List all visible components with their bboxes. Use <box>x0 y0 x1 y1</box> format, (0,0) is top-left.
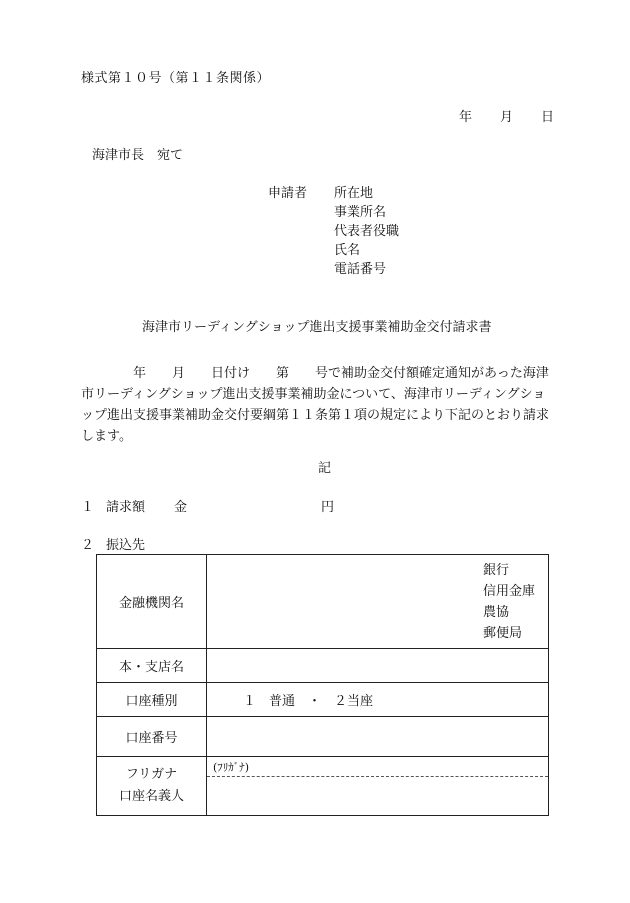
item-2-label: 振込先 <box>106 538 146 553</box>
field-name: 氏名 <box>334 243 361 258</box>
item-1-unit: 円 <box>321 500 335 515</box>
account-type-label: 口座種別 <box>97 683 207 717</box>
row-holder <box>97 757 549 816</box>
row-account-type <box>97 683 549 717</box>
body-line-3: ップ進出支援事業補助金交付要綱第１１条第１項の規定により下記のとおり請求 <box>81 408 550 423</box>
account-number-label: 口座番号 <box>97 717 207 757</box>
institution-post-office: 郵便局 <box>483 625 523 641</box>
ki-heading: 記 <box>318 461 332 476</box>
furigana-divider <box>207 776 548 777</box>
date-month: 月 <box>500 110 514 125</box>
holder-cell[interactable] <box>207 757 549 816</box>
date-year: 年 <box>459 110 473 125</box>
form-number: 様式第１０号（第１１条関係） <box>81 71 271 86</box>
body-line-2: 市リーディングショップ進出支援事業補助金について、海津市リーディングショ <box>81 387 546 402</box>
row-account-number <box>97 717 549 757</box>
item-2-number: ２ <box>81 538 95 553</box>
field-phone: 電話番号 <box>334 262 387 277</box>
branch-label: 本・支店名 <box>97 649 207 683</box>
row-branch <box>97 649 549 683</box>
date-day: 日 <box>541 110 555 125</box>
account-type-options: １ 普通 ・ ２当座 <box>243 694 374 709</box>
field-company: 事業所名 <box>334 205 387 220</box>
institution-cell[interactable] <box>207 555 549 649</box>
institution-agri-coop: 農協 <box>483 604 510 620</box>
item-1-prefix: 金 <box>174 500 188 515</box>
item-1-label: 請求額 <box>106 500 146 515</box>
bank-table <box>96 554 549 816</box>
institution-bank: 銀行 <box>483 562 510 578</box>
body-line-1: 年 月 日付け 第 号で補助金交付額確定通知があった海津 <box>133 366 549 381</box>
body-paragraph <box>81 363 559 447</box>
field-representative: 代表者役職 <box>334 224 400 239</box>
item-1-number: １ <box>81 500 95 515</box>
holder-label-cell <box>97 757 207 816</box>
account-number-cell[interactable] <box>207 717 549 757</box>
document-title: 海津市リーディングショップ進出支援事業補助金交付請求書 <box>142 320 492 335</box>
account-type-cell[interactable] <box>207 683 549 717</box>
addressee: 海津市長 宛て <box>92 148 184 163</box>
row-institution <box>97 555 549 649</box>
holder-box <box>207 757 548 815</box>
body-line-4: します。 <box>81 429 132 444</box>
field-address: 所在地 <box>334 186 374 201</box>
institution-credit-union: 信用金庫 <box>483 583 536 599</box>
furigana-label: フリガナ <box>125 767 178 782</box>
applicant-label: 申請者 <box>268 186 308 201</box>
holder-label: 口座名義人 <box>118 789 184 804</box>
institution-label: 金融機関名 <box>97 555 207 649</box>
branch-cell[interactable] <box>207 649 549 683</box>
furigana-hint: (ﾌﾘｶﾞﾅ) <box>213 761 250 774</box>
